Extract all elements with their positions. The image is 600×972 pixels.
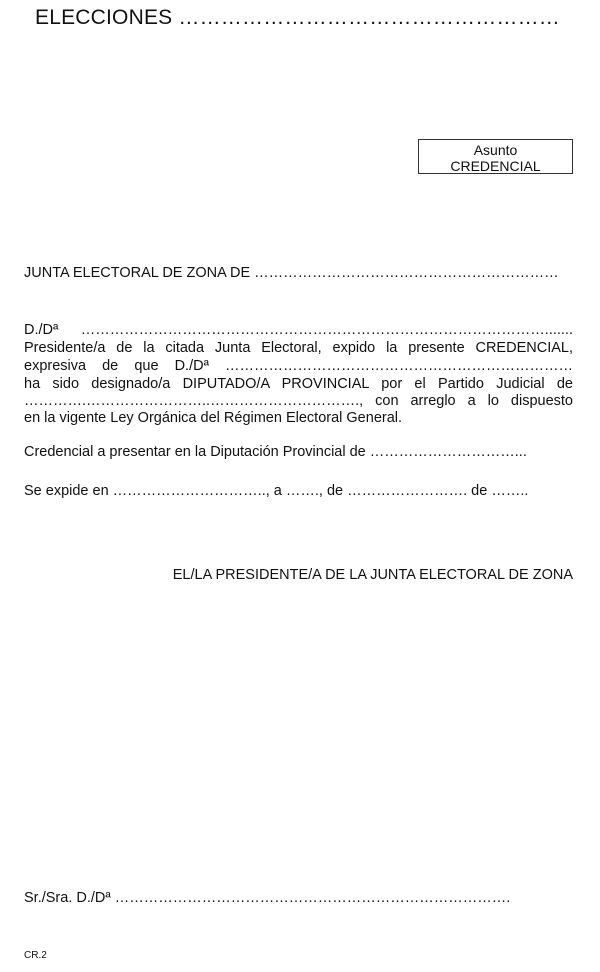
body-line-2: Presidente/a de la citada Junta Electoral, expido la presente CREDENCIAL, — [24, 340, 573, 356]
body-line-6: en la vigente Ley Orgánica del Régimen Electoral General. — [24, 410, 403, 426]
subject-value: CREDENCIAL — [450, 158, 541, 174]
body-line-5: ………….……………………..…………………………., con arreglo a lo dispuesto — [24, 393, 573, 409]
junta-electoral-line: JUNTA ELECTORAL DE ZONA DE ……………………………………………………… — [24, 265, 559, 281]
issue-date-line: Se expide en ………………………….., a ……., de ……………………. de …….. — [24, 483, 529, 499]
subject-label: Asunto — [473, 142, 518, 158]
credencial-presentation-line: Credencial a presentar en la Diputación Provincial de …………………………... — [24, 444, 527, 460]
recipient-line: Sr./Sra. D./Dª ………………………………………………………………………. — [24, 890, 511, 906]
body-line-4: ha sido designado/a DIPUTADO/A PROVINCIAL por el Partido Judicial de — [24, 376, 573, 392]
document-title: ELECCIONES ……………………………………………… — [35, 6, 561, 29]
body-line-1: D./Dª ……………………………………………………………………………………....... — [24, 322, 573, 338]
body-line-3: expresiva de que D./Dª ……………………………………………………………… — [24, 358, 573, 374]
subject-box — [418, 139, 573, 174]
signature-title: EL/LA PRESIDENTE/A DE LA JUNTA ELECTORAL DE ZONA — [172, 567, 573, 583]
form-code: CR.2 — [24, 950, 47, 961]
